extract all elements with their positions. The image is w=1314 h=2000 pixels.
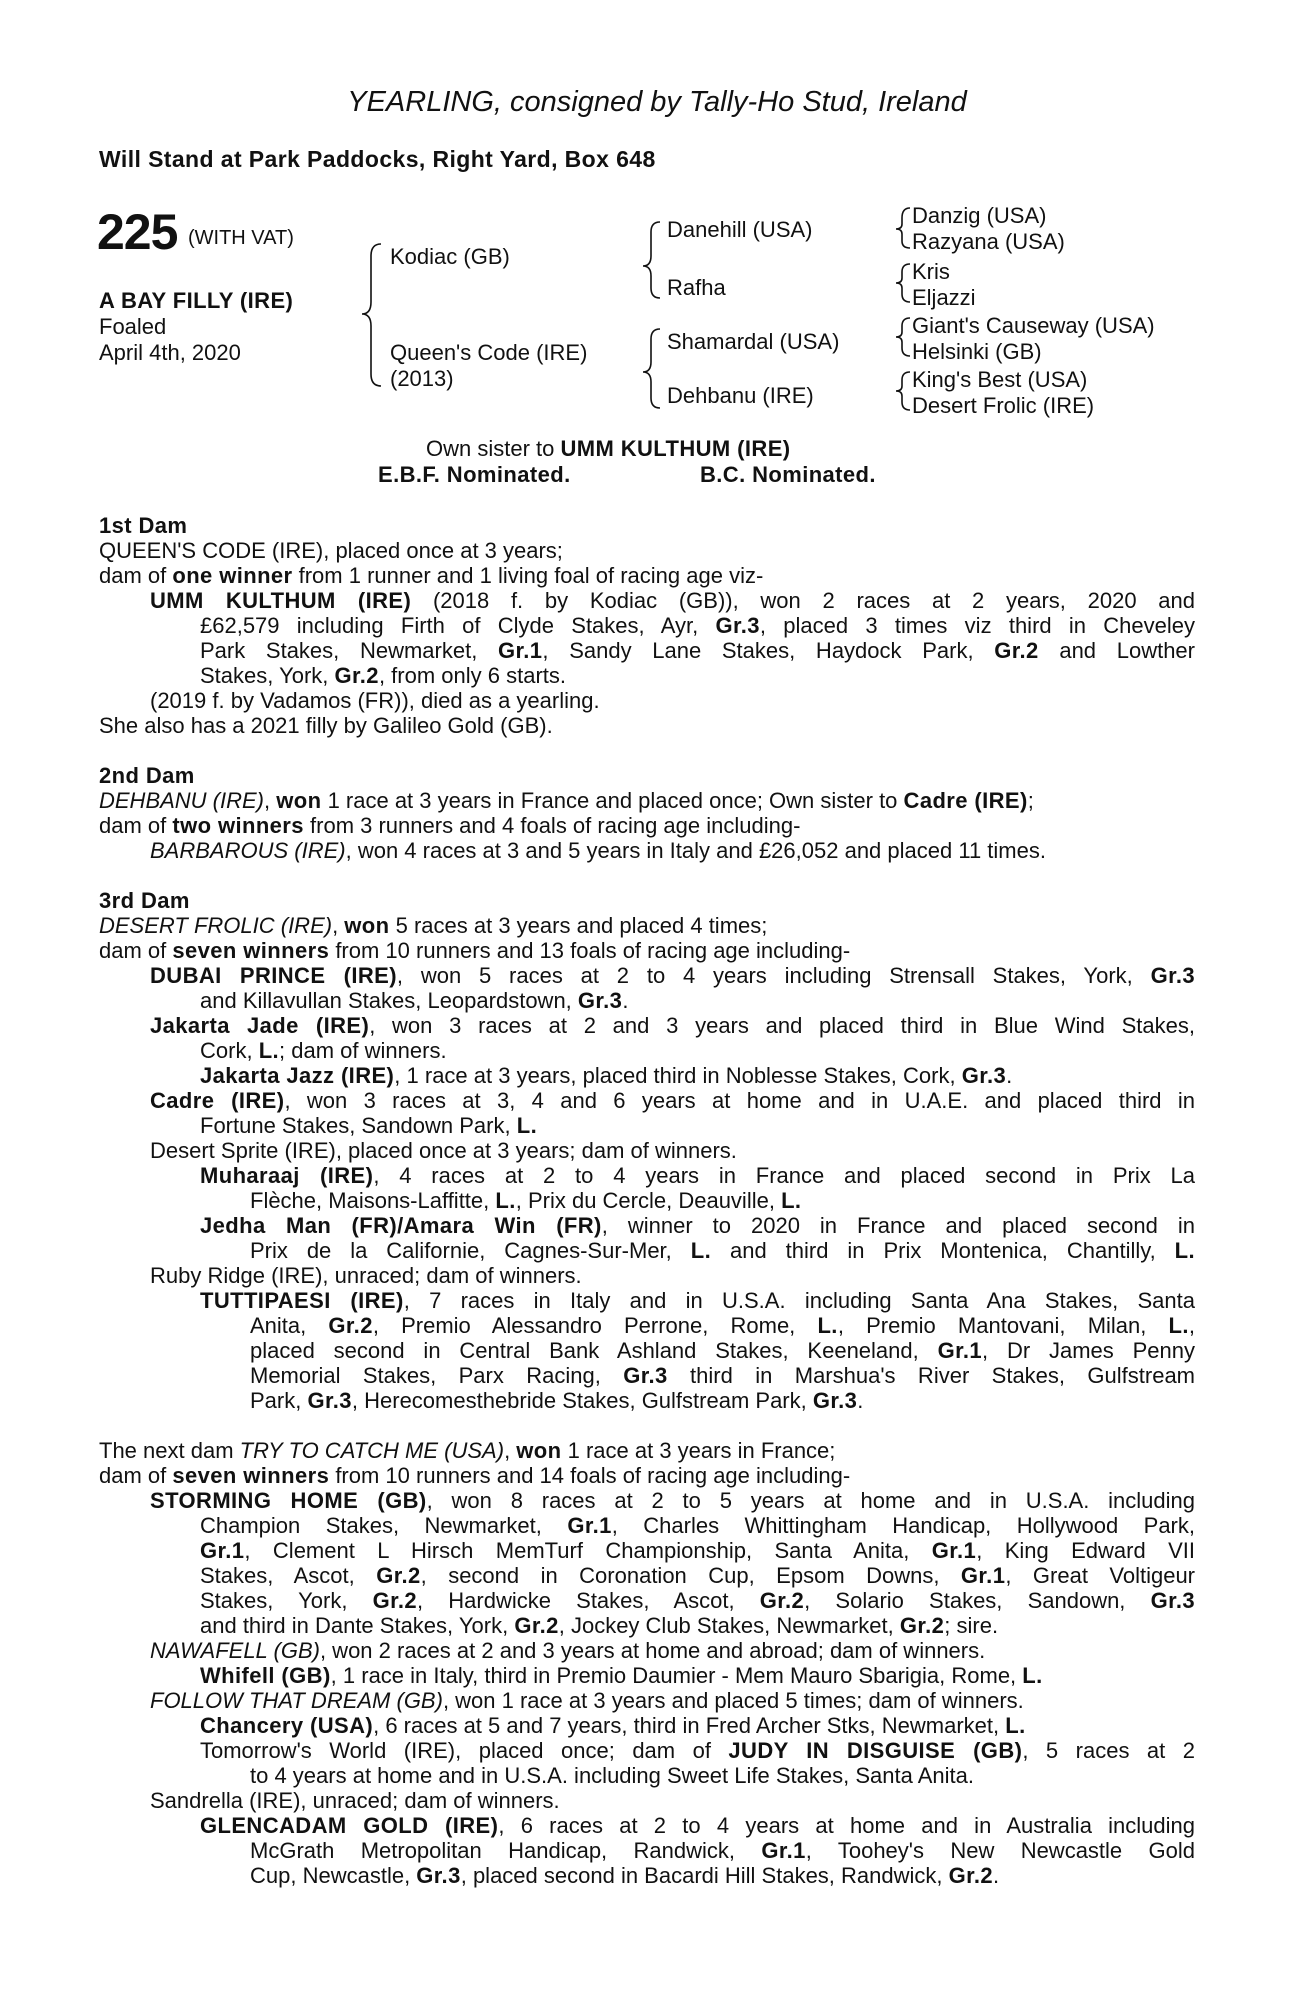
text-run: dam of (99, 938, 173, 963)
own-sister-name: UMM KULTHUM (IRE) (560, 436, 791, 461)
text-run: , placed 3 times viz third in Cheveley (759, 613, 1195, 638)
text-run: . (857, 1388, 864, 1413)
text-run: to 4 years at home and in U.S.A. including Sweet Life Stakes, Santa Anita. (250, 1763, 974, 1788)
text-run: , Dr James Penny (982, 1338, 1195, 1363)
bold-text: L. (495, 1188, 516, 1213)
lot-number: 225 (97, 204, 178, 260)
dam-dam: Dehbanu (IRE) (667, 383, 814, 408)
bold-text: Gr.2 (372, 1588, 418, 1613)
text-run: , Clement L Hirsch MemTurf Championship, Santa Anita, (244, 1538, 932, 1563)
produce-line (150, 1013, 1195, 1038)
produce-line (250, 1338, 1195, 1363)
text-run: , Jockey Club Stakes, Newmarket, (558, 1613, 900, 1638)
text-run: . (1006, 1063, 1013, 1088)
bold-text: DUBAI PRINCE (IRE) (150, 963, 397, 988)
text-run: Stakes, Ascot, (200, 1563, 377, 1588)
bold-text: L. (1168, 1313, 1189, 1338)
bold-text: UMM KULTHUM (IRE) (150, 588, 412, 613)
bold-text: Whifell (GB) (200, 1663, 331, 1688)
text-run: 5 races at 3 years and placed 4 times; (389, 913, 768, 938)
produce-line (200, 1113, 537, 1138)
ancestor: Razyana (USA) (912, 229, 1065, 254)
bold-text: Cadre (IRE) (903, 788, 1028, 813)
text-run: ; dam of winners. (279, 1038, 447, 1063)
produce-line (200, 613, 1195, 638)
text-run: from 10 runners and 14 foals of racing age including- (329, 1463, 851, 1488)
produce-line (200, 1163, 1195, 1188)
bold-text: TUTTIPAESI (IRE) (200, 1288, 404, 1313)
first-dam-line (99, 563, 763, 588)
text-run: dam of (99, 563, 173, 588)
text-run: £62,579 including Firth of Clyde Stakes, Ayr, (200, 613, 716, 638)
bc-nomination: B.C. Nominated. (700, 462, 876, 487)
bold-text: Jakarta Jade (IRE) (150, 1013, 370, 1038)
text-run: Flèche, Maisons-Laffitte, (250, 1188, 496, 1213)
text-run: , (504, 1438, 517, 1463)
text-run: , won 2 races at 2 and 3 years at home and abroad; dam of winners. (319, 1638, 986, 1663)
ebf-nomination: E.B.F. Nominated. (378, 462, 571, 487)
bold-text: Gr.1 (937, 1338, 982, 1363)
bold-text: Jakarta Jazz (IRE) (200, 1063, 395, 1088)
bold-text: L. (1174, 1238, 1196, 1263)
produce-line (200, 1038, 447, 1063)
bold-text: Gr.3 (307, 1388, 352, 1413)
next-dam-line (99, 1438, 835, 1463)
bold-text: Gr.1 (931, 1538, 977, 1563)
text-run: , Herecomesthebride Stakes, Gulfstream Park, (351, 1388, 813, 1413)
text-run: , 6 races at 2 to 4 years at home and in Australia including (498, 1813, 1196, 1838)
bold-text: seven winners (172, 1463, 330, 1488)
third-dam-line (99, 913, 767, 938)
produce-line (200, 1063, 1012, 1088)
text-run: third in Marshua's River Stakes, Gulfstream (667, 1363, 1196, 1388)
bold-text: Gr.1 (960, 1563, 1006, 1588)
produce-line (150, 838, 1046, 863)
bold-text: Gr.2 (994, 638, 1039, 663)
bold-text: Gr.3 (623, 1363, 668, 1388)
ancestor: King's Best (USA) (912, 367, 1088, 392)
bold-text: Gr.2 (328, 1313, 373, 1338)
produce-line (200, 1538, 1195, 1563)
bold-text: Chancery (USA) (200, 1713, 374, 1738)
text-run: and Killavullan Stakes, Leopardstown, (200, 988, 578, 1013)
text-run: , 1 race in Italy, third in Premio Daumier - Mem Mauro Sbarigia, Rome, (330, 1663, 1023, 1688)
text-run: , Sandy Lane Stakes, Haydock Park, (542, 638, 995, 663)
produce-line (250, 1388, 863, 1413)
produce-line: Ruby Ridge (IRE), unraced; dam of winners. (150, 1263, 582, 1288)
bold-text: won (276, 788, 322, 813)
text-run: , 1 race at 3 years, placed third in Noblesse Stakes, Cork, (394, 1063, 962, 1088)
italic-text: DEHBANU (IRE) (99, 788, 265, 813)
text-run: Prix de la Californie, Cagnes-Sur-Mer, (250, 1238, 691, 1263)
text-run: , Charles Whittingham Handicap, Hollywood Park, (611, 1513, 1195, 1538)
bold-text: L. (781, 1188, 802, 1213)
bold-text: L. (516, 1113, 538, 1138)
text-run: , won 8 races at 2 to 5 years at home and in U.S.A. including (426, 1488, 1195, 1513)
bold-text: Gr.2 (376, 1563, 421, 1588)
text-run: , Hardwicke Stakes, Ascot, (417, 1588, 760, 1613)
text-run: , Toohey's New Newcastle Gold (805, 1838, 1195, 1863)
text-run: Stakes, York, (200, 1588, 373, 1613)
produce-line (200, 1738, 1195, 1763)
foaled-label: Foaled (99, 314, 167, 339)
text-run: , 4 races at 2 to 4 years in France and placed second in Prix La (373, 1163, 1195, 1188)
sire: Kodiac (GB) (390, 244, 510, 269)
text-run: , won 5 races at 2 to 4 years including Strensall Stakes, York, (396, 963, 1151, 988)
produce-line (200, 1213, 1195, 1238)
produce-line (200, 1663, 1043, 1688)
text-run: , second in Coronation Cup, Epsom Downs, (420, 1563, 961, 1588)
foaled-date: April 4th, 2020 (99, 340, 241, 365)
produce-line (150, 1638, 985, 1663)
bold-text: Muharaaj (IRE) (200, 1163, 374, 1188)
text-run: Tomorrow's World (IRE), placed once; dam of (200, 1738, 729, 1763)
third-dam-line (99, 938, 850, 963)
bold-text: L. (1005, 1713, 1026, 1738)
first-dam-line: QUEEN'S CODE (IRE), placed once at 3 years; (99, 538, 563, 563)
bold-text: Gr.1 (498, 638, 543, 663)
third-dam-heading: 3rd Dam (99, 888, 190, 913)
bold-text: Gr.3 (1150, 963, 1195, 988)
bold-text: Cadre (IRE) (150, 1088, 285, 1113)
produce-line (200, 1713, 1026, 1738)
vat-label: (WITH VAT) (188, 227, 294, 249)
text-run: from 1 runner and 1 living foal of racing age viz- (292, 563, 764, 588)
produce-line (250, 1188, 801, 1213)
ancestor: Eljazzi (912, 285, 976, 310)
sire-sire: Danehill (USA) (667, 217, 813, 242)
produce-line (250, 1363, 1195, 1388)
second-dam-line (99, 813, 800, 838)
bold-text: STORMING HOME (GB) (150, 1488, 427, 1513)
bold-text: Gr.2 (948, 1863, 994, 1888)
produce-line (200, 988, 628, 1013)
produce-line (200, 1513, 1195, 1538)
text-run: Memorial Stakes, Parx Racing, (250, 1363, 624, 1388)
ancestor: Desert Frolic (IRE) (912, 393, 1095, 418)
produce-line (250, 1863, 999, 1888)
bold-text: Gr.1 (761, 1838, 806, 1863)
bold-text: Gr.1 (567, 1513, 612, 1538)
bold-text: Gr.3 (416, 1863, 461, 1888)
produce-line (200, 1613, 998, 1638)
produce-line: (2019 f. by Vadamos (FR)), died as a yearling. (150, 688, 600, 713)
bold-text: Gr.3 (1150, 1588, 1195, 1613)
page-title: YEARLING, consigned by Tally-Ho Stud, Ireland (347, 86, 967, 118)
italic-text: FOLLOW THAT DREAM (GB) (150, 1688, 443, 1713)
text-run: dam of (99, 1463, 173, 1488)
italic-text: TRY TO CATCH ME (USA) (239, 1438, 505, 1463)
text-run: Cup, Newcastle, (250, 1863, 417, 1888)
bold-text: JUDY IN DISGUISE (GB) (728, 1738, 1023, 1763)
text-run: , won 4 races at 3 and 5 years in Italy and £26,052 and placed 11 times. (345, 838, 1046, 863)
stand-location: Will Stand at Park Paddocks, Right Yard, Box 648 (99, 146, 656, 172)
second-dam-line (99, 788, 1034, 813)
bold-text: Gr.2 (514, 1613, 559, 1638)
text-run: , 5 races at 2 (1022, 1738, 1195, 1763)
pedigree-brackets (0, 0, 1314, 440)
produce-line (200, 1563, 1195, 1588)
text-run: , placed second in Bacardi Hill Stakes, Randwick, (460, 1863, 949, 1888)
text-run: , won 1 race at 3 years and placed 5 times; dam of winners. (442, 1688, 1024, 1713)
produce-line (200, 638, 1195, 663)
text-run: Cork, (200, 1038, 259, 1063)
second-dam-heading: 2nd Dam (99, 763, 195, 788)
text-run: and Lowther (1038, 638, 1195, 663)
bracket-dam (643, 329, 660, 408)
text-run: Fortune Stakes, Sandown Park, (200, 1113, 517, 1138)
text-run: , 7 races in Italy and in U.S.A. including Santa Ana Stakes, Santa (403, 1288, 1195, 1313)
bold-text: Gr.3 (812, 1388, 858, 1413)
bold-text: L. (817, 1313, 838, 1338)
text-run: ; sire. (944, 1613, 999, 1638)
produce-line (150, 1088, 1195, 1113)
text-run: , King Edward VII (976, 1538, 1195, 1563)
text-run: . (993, 1863, 1000, 1888)
text-run: , Solario Stakes, Sandown, (804, 1588, 1151, 1613)
text-run: The next dam (99, 1438, 240, 1463)
text-run: , (1188, 1313, 1196, 1338)
produce-line (150, 1688, 1024, 1713)
text-run: . (622, 988, 629, 1013)
bracket-sire (643, 222, 660, 298)
produce-line (200, 1288, 1195, 1313)
bold-text: Gr.1 (200, 1538, 245, 1563)
text-run: , winner to 2020 in France and placed second in (601, 1213, 1195, 1238)
text-run: , Premio Alessandro Perrone, Rome, (372, 1313, 818, 1338)
text-run: placed second in Central Bank Ashland Stakes, Keeneland, (250, 1338, 938, 1363)
text-run: , from only 6 starts. (378, 663, 567, 688)
bracket-g1 (896, 208, 910, 248)
text-run: 1 race at 3 years in France and placed once; Own sister to (321, 788, 904, 813)
text-run: , (332, 913, 345, 938)
text-run: 1 race at 3 years in France; (561, 1438, 836, 1463)
sire-dam: Rafha (667, 275, 726, 300)
bold-text: two winners (172, 813, 304, 838)
text-run: , 6 races at 5 and 7 years, third in Fred Archer Stks, Newmarket, (373, 1713, 1006, 1738)
bold-text: Gr.2 (899, 1613, 945, 1638)
bold-text: seven winners (172, 938, 330, 963)
produce-line (150, 963, 1195, 988)
text-run: Anita, (250, 1313, 329, 1338)
produce-line (200, 1588, 1195, 1613)
ancestor: Kris (912, 259, 950, 284)
text-run: Park, (250, 1388, 308, 1413)
text-run: (2018 f. by Kodiac (GB)), won 2 races at 2 years, 2020 and (411, 588, 1195, 613)
bold-text: L. (1022, 1663, 1043, 1688)
produce-line: Desert Sprite (IRE), placed once at 3 years; dam of winners. (150, 1138, 737, 1163)
text-run: from 3 runners and 4 foals of racing age including- (303, 813, 801, 838)
text-run: Park Stakes, Newmarket, (200, 638, 498, 663)
bold-text: Jedha Man (FR)/Amara Win (FR) (200, 1213, 602, 1238)
italic-text: NAWAFELL (GB) (150, 1638, 320, 1663)
produce-line (200, 663, 566, 688)
dam-sire: Shamardal (USA) (667, 329, 840, 354)
text-run: , Premio Mantovani, Milan, (837, 1313, 1169, 1338)
produce-line (250, 1313, 1195, 1338)
text-run: McGrath Metropolitan Handicap, Randwick, (250, 1838, 762, 1863)
own-sister-prefix: Own sister to (426, 436, 561, 461)
first-dam-line: She also has a 2021 filly by Galileo Gold (GB). (99, 713, 553, 738)
ancestor: Helsinki (GB) (912, 339, 1042, 364)
bold-text: Gr.2 (334, 663, 379, 688)
text-run: , (264, 788, 277, 813)
text-run: , won 3 races at 2 and 3 years and placed third in Blue Wind Stakes, (369, 1013, 1195, 1038)
bold-text: Gr.3 (577, 988, 623, 1013)
next-dam-line (99, 1463, 850, 1488)
italic-text: DESERT FROLIC (IRE) (99, 913, 333, 938)
bracket-g2 (896, 264, 910, 302)
bracket-main (362, 244, 381, 386)
produce-line (250, 1763, 974, 1788)
ancestor: Giant's Causeway (USA) (912, 313, 1155, 338)
bracket-g4 (896, 372, 910, 410)
text-run: dam of (99, 813, 173, 838)
text-run: , Great Voltigeur (1005, 1563, 1196, 1588)
horse-name: A BAY FILLY (IRE) (99, 288, 294, 313)
produce-line (150, 588, 1195, 613)
bold-text: Gr.3 (715, 613, 760, 638)
produce-line: Sandrella (IRE), unraced; dam of winners. (150, 1788, 560, 1813)
bold-text: GLENCADAM GOLD (IRE) (200, 1813, 499, 1838)
bold-text: one winner (172, 563, 293, 588)
text-run: , Prix du Cercle, Deauville, (515, 1188, 782, 1213)
ancestor: Danzig (USA) (912, 203, 1047, 228)
bold-text: Gr.2 (759, 1588, 805, 1613)
text-run: from 10 runners and 13 foals of racing age including- (329, 938, 851, 963)
produce-line (250, 1238, 1195, 1263)
first-dam-heading: 1st Dam (99, 513, 188, 538)
bold-text: won (344, 913, 390, 938)
text-run: Stakes, York, (200, 663, 335, 688)
bold-text: Gr.3 (961, 1063, 1007, 1088)
bold-text: L. (690, 1238, 712, 1263)
text-run: and third in Prix Montenica, Chantilly, (711, 1238, 1175, 1263)
text-run: ; (1027, 788, 1034, 813)
text-run: Champion Stakes, Newmarket, (200, 1513, 568, 1538)
produce-line (250, 1838, 1195, 1863)
own-sister-line (426, 436, 791, 461)
produce-line (200, 1813, 1195, 1838)
produce-line (150, 1488, 1195, 1513)
text-run: and third in Dante Stakes, York, (200, 1613, 515, 1638)
bold-text: L. (258, 1038, 280, 1063)
bracket-g3 (896, 318, 910, 356)
dam: Queen's Code (IRE) (390, 340, 588, 365)
dam-year: (2013) (390, 366, 454, 391)
bold-text: won (516, 1438, 562, 1463)
italic-text: BARBAROUS (IRE) (150, 838, 346, 863)
text-run: , won 3 races at 3, 4 and 6 years at home and in U.A.E. and placed third in (284, 1088, 1195, 1113)
